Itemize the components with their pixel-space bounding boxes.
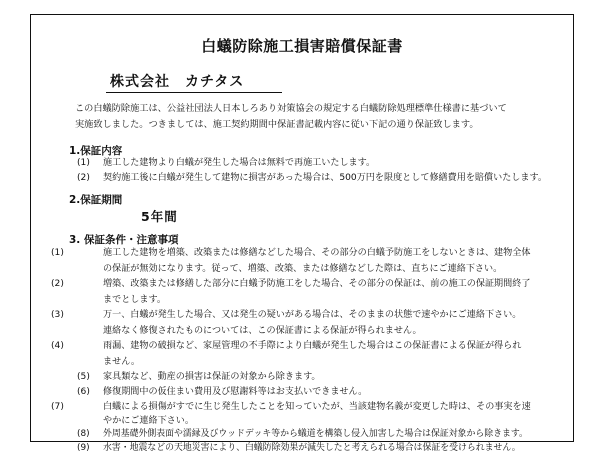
item-number: (8) — [77, 429, 90, 439]
condition-item — [77, 370, 565, 386]
item-number: (3) — [51, 310, 64, 320]
item-text: 施工した建物より白蟻が発生した場合は無料で再施工いたします。 — [103, 158, 376, 168]
document-title: 白蟻防除施工損害賠償保証書 — [201, 37, 403, 55]
item-line: 水害・地震などの天地災害により、白蟻防除効果が減失したと考えられる場合は保証を受けられません。 — [103, 443, 521, 453]
company-name: 株式会社 カチタス — [106, 71, 282, 93]
item-number: (6) — [77, 387, 90, 397]
condition-item — [51, 277, 565, 308]
item-number: (7) — [51, 402, 64, 412]
item-number: (9) — [77, 443, 90, 453]
warranty-certificate — [30, 14, 574, 453]
item-line: の保証が無効になります。従って、増築、改築、または修繕などした際は、直ちにご連絡下さい。 — [103, 263, 503, 274]
condition-item — [51, 308, 565, 339]
intro-paragraph — [75, 101, 560, 133]
section-heading-period: 2.保証期間 — [69, 194, 123, 206]
item-text: 契約施工後に白蟻が発生して建物に損害があった場合は、500万円を限度として修繕費用を賠償いたします。 — [103, 173, 547, 183]
item-line: 施工した建物を増築、改築または修繕などした場合、その部分の白蟻予防施工をしないときは、建物全体 — [103, 248, 531, 258]
condition-item — [77, 385, 565, 401]
item-line: 連絡なく修復されたものについては、この保証書による保証が得られません。 — [103, 325, 422, 336]
section-heading-coverage: 1.保証内容 — [69, 145, 123, 157]
condition-item — [51, 246, 565, 277]
item-line: 白蟻による損傷がすでに生じ発生したことを知っていたが、当該建物名義が変更した時は、その事実を速 — [103, 402, 531, 412]
item-line: 修復期間中の仮住まい費用及び慰謝料等はお支払いできません。 — [103, 387, 368, 397]
item-number: (2) — [51, 279, 64, 289]
coverage-item — [77, 171, 567, 187]
item-line: 外周基礎外側表面や濡縁及びウッドデッキ等から蟻道を構築し侵入加害した場合は保証対象から除きます。 — [103, 429, 528, 439]
item-number: (2) — [77, 173, 90, 183]
section-heading-conditions: 3. 保証条件・注意事項 — [69, 234, 179, 246]
item-line: 雨漏、建物の破損など、家屋管理の不手際により白蟻が発生した場合はこの保証書による保証が得られ — [103, 341, 522, 351]
item-line: ません。 — [103, 356, 140, 367]
item-line: 家具類など、動産の損害は保証の対象から除きます。 — [103, 372, 321, 382]
coverage-item — [77, 156, 539, 172]
condition-item — [51, 339, 565, 370]
item-line: やかにご連絡下さい。 — [103, 416, 194, 426]
item-number: (1) — [77, 158, 90, 168]
intro-line: 実施致しました。つきましては、施工契約期間中保証書記載内容に従い下記の通り保証致します。 — [75, 119, 479, 130]
item-number: (4) — [51, 341, 64, 351]
item-number: (1) — [51, 248, 64, 258]
item-line: 増築、改築または修繕した部分に白蟻予防施工をした場合、その部分の保証は、前の施工の保証期間終了 — [103, 279, 531, 289]
item-line: までとします。 — [103, 294, 166, 305]
item-line: 万一、白蟻が発生した場合、又は発生の疑いがある場合は、そのままの状態で速やかにご連絡下さい。 — [103, 310, 522, 320]
intro-line: この白蟻防除施工は、公益社団法人日本しろあり対策協会の規定する白蟻防除処理標準仕様書に基づいて — [75, 103, 507, 114]
item-number: (5) — [77, 372, 90, 382]
warranty-period: 5年間 — [141, 209, 178, 224]
